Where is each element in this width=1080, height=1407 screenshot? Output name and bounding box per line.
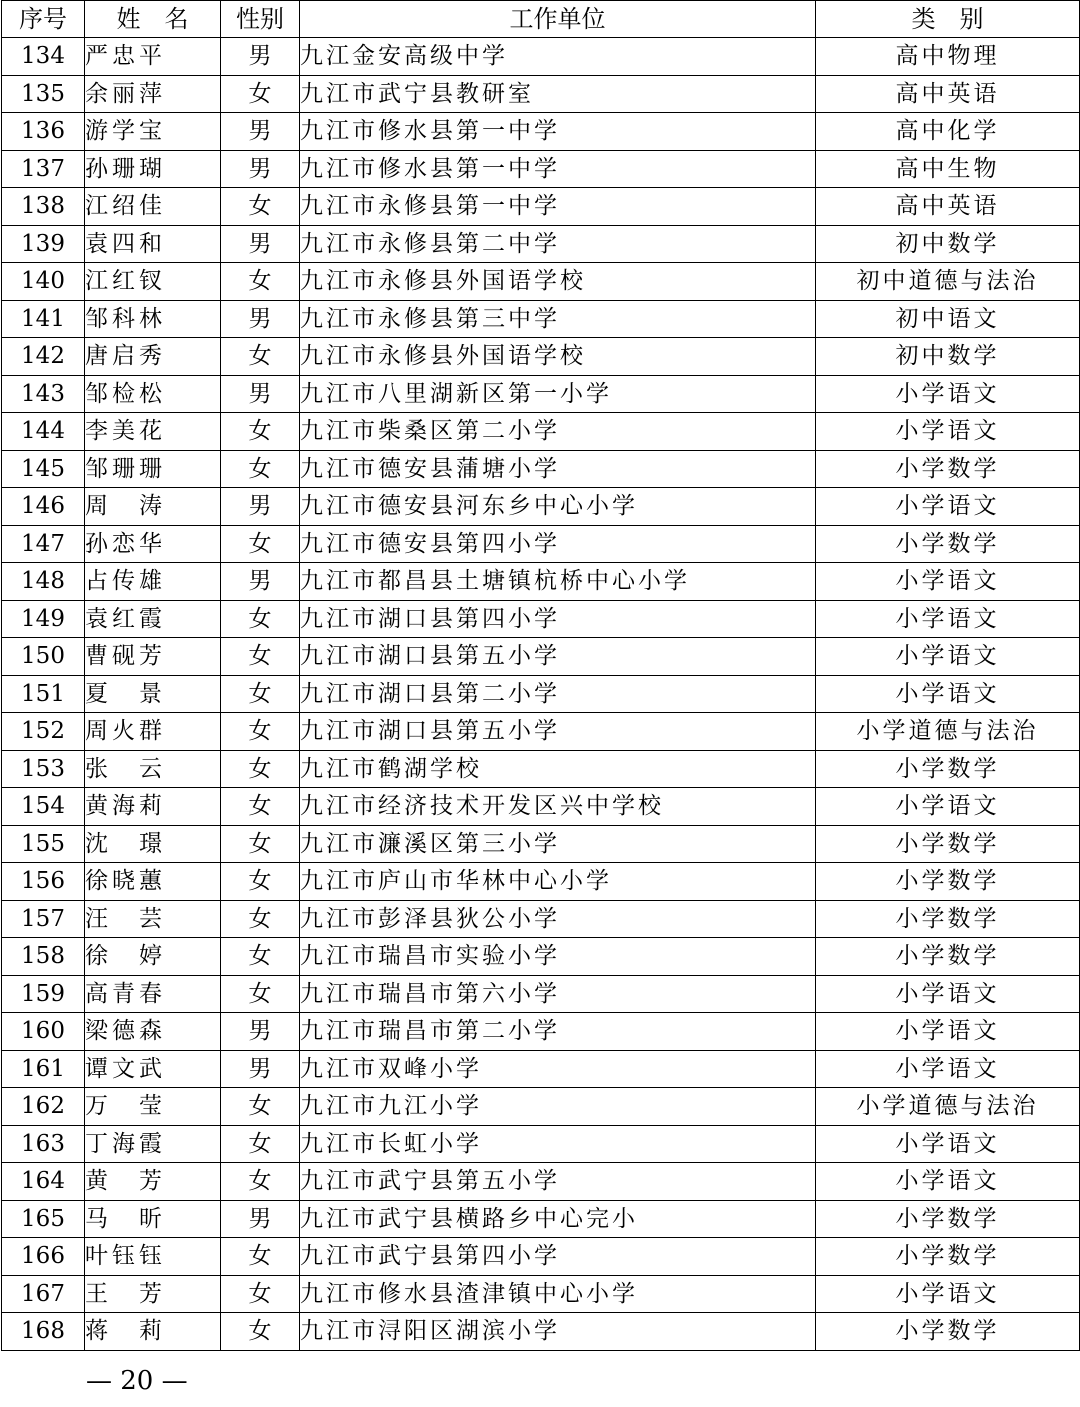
- cell-category: 高中生物: [816, 150, 1080, 188]
- table-row: [2, 525, 1080, 563]
- table-row: [2, 413, 1080, 451]
- cell-gender: 女: [221, 75, 300, 113]
- table-row: [2, 113, 1080, 151]
- cell-name: 谭文武: [85, 1050, 221, 1088]
- cell-gender: 女: [221, 900, 300, 938]
- cell-category: 高中英语: [816, 188, 1080, 226]
- cell-name: 丁海霞: [85, 1125, 221, 1163]
- cell-name: 万 莹: [85, 1088, 221, 1126]
- cell-name: 沈 璟: [85, 825, 221, 863]
- cell-gender: 女: [221, 675, 300, 713]
- cell-category: 小学语文: [816, 1125, 1080, 1163]
- cell-serial: 153: [2, 750, 85, 788]
- cell-serial: 164: [2, 1163, 85, 1201]
- table-row: [2, 338, 1080, 376]
- cell-serial: 141: [2, 300, 85, 338]
- cell-category: 小学数学: [816, 1200, 1080, 1238]
- cell-serial: 151: [2, 675, 85, 713]
- cell-work-unit: 九江市瑞昌市第六小学: [300, 975, 816, 1013]
- cell-name: 马 昕: [85, 1200, 221, 1238]
- cell-work-unit: 九江市武宁县横路乡中心完小: [300, 1200, 816, 1238]
- cell-serial: 150: [2, 638, 85, 676]
- cell-serial: 144: [2, 413, 85, 451]
- table-row: [2, 563, 1080, 601]
- cell-category: 小学语文: [816, 563, 1080, 601]
- table-row: [2, 1125, 1080, 1163]
- cell-category: 小学数学: [816, 825, 1080, 863]
- cell-work-unit: 九江市永修县外国语学校: [300, 338, 816, 376]
- cell-gender: 女: [221, 1088, 300, 1126]
- table-row: [2, 975, 1080, 1013]
- table-row: [2, 300, 1080, 338]
- table-row: [2, 150, 1080, 188]
- cell-work-unit: 九江市经济技术开发区兴中学校: [300, 788, 816, 826]
- cell-category: 小学语文: [816, 600, 1080, 638]
- cell-work-unit: 九江市鹤湖学校: [300, 750, 816, 788]
- cell-gender: 女: [221, 1125, 300, 1163]
- header-gender: 性别: [221, 1, 300, 38]
- cell-name: 徐 婷: [85, 938, 221, 976]
- cell-name: 袁四和: [85, 225, 221, 263]
- cell-gender: 男: [221, 38, 300, 76]
- cell-name: 黄 芳: [85, 1163, 221, 1201]
- cell-category: 小学语文: [816, 675, 1080, 713]
- cell-name: 黄海莉: [85, 788, 221, 826]
- cell-category: 小学语文: [816, 488, 1080, 526]
- cell-gender: 女: [221, 975, 300, 1013]
- cell-category: 小学数学: [816, 525, 1080, 563]
- cell-work-unit: 九江市永修县第三中学: [300, 300, 816, 338]
- table-row: [2, 713, 1080, 751]
- cell-category: 小学语文: [816, 1050, 1080, 1088]
- table-row: [2, 188, 1080, 226]
- cell-work-unit: 九江市永修县第二中学: [300, 225, 816, 263]
- cell-name: 夏 景: [85, 675, 221, 713]
- cell-serial: 146: [2, 488, 85, 526]
- cell-name: 汪 芸: [85, 900, 221, 938]
- cell-name: 高青春: [85, 975, 221, 1013]
- cell-work-unit: 九江市浔阳区湖滨小学: [300, 1313, 816, 1351]
- cell-work-unit: 九江市九江小学: [300, 1088, 816, 1126]
- page-number: — 20 —: [86, 1366, 188, 1396]
- cell-gender: 男: [221, 300, 300, 338]
- cell-work-unit: 九江市修水县渣津镇中心小学: [300, 1275, 816, 1313]
- cell-work-unit: 九江市彭泽县狄公小学: [300, 900, 816, 938]
- cell-serial: 167: [2, 1275, 85, 1313]
- cell-serial: 142: [2, 338, 85, 376]
- cell-category: 小学数学: [816, 1313, 1080, 1351]
- table-row: [2, 1163, 1080, 1201]
- cell-gender: 女: [221, 713, 300, 751]
- table-row: [2, 675, 1080, 713]
- cell-serial: 136: [2, 113, 85, 151]
- table-row: [2, 488, 1080, 526]
- table-row: [2, 750, 1080, 788]
- cell-serial: 134: [2, 38, 85, 76]
- table-row: [2, 1088, 1080, 1126]
- cell-gender: 男: [221, 1050, 300, 1088]
- table-row: [2, 1200, 1080, 1238]
- table-row: [2, 225, 1080, 263]
- cell-work-unit: 九江市德安县蒲塘小学: [300, 450, 816, 488]
- cell-work-unit: 九江市永修县外国语学校: [300, 263, 816, 301]
- cell-category: 高中化学: [816, 113, 1080, 151]
- cell-serial: 140: [2, 263, 85, 301]
- cell-serial: 143: [2, 375, 85, 413]
- cell-work-unit: 九江市武宁县第五小学: [300, 1163, 816, 1201]
- cell-name: 梁德森: [85, 1013, 221, 1051]
- table-row: [2, 1050, 1080, 1088]
- cell-work-unit: 九江市濂溪区第三小学: [300, 825, 816, 863]
- cell-serial: 158: [2, 938, 85, 976]
- cell-gender: 女: [221, 863, 300, 901]
- cell-serial: 162: [2, 1088, 85, 1126]
- cell-category: 小学数学: [816, 863, 1080, 901]
- cell-work-unit: 九江市瑞昌市实验小学: [300, 938, 816, 976]
- cell-category: 初中道德与法治: [816, 263, 1080, 301]
- header-work-unit: 工作单位: [300, 1, 816, 38]
- table-row: [2, 263, 1080, 301]
- cell-name: 张 云: [85, 750, 221, 788]
- header-name: 姓 名: [85, 1, 221, 38]
- cell-serial: 149: [2, 600, 85, 638]
- cell-name: 曹砚芳: [85, 638, 221, 676]
- cell-work-unit: 九江市柴桑区第二小学: [300, 413, 816, 451]
- cell-category: 小学数学: [816, 938, 1080, 976]
- cell-serial: 145: [2, 450, 85, 488]
- cell-category: 小学数学: [816, 450, 1080, 488]
- cell-serial: 154: [2, 788, 85, 826]
- cell-gender: 女: [221, 638, 300, 676]
- cell-category: 小学语文: [816, 638, 1080, 676]
- header-serial: 序号: [2, 1, 85, 38]
- cell-gender: 男: [221, 488, 300, 526]
- cell-serial: 168: [2, 1313, 85, 1351]
- cell-name: 严忠平: [85, 38, 221, 76]
- cell-serial: 147: [2, 525, 85, 563]
- cell-category: 小学语文: [816, 413, 1080, 451]
- cell-work-unit: 九江市修水县第一中学: [300, 150, 816, 188]
- cell-name: 游学宝: [85, 113, 221, 151]
- cell-work-unit: 九江金安高级中学: [300, 38, 816, 76]
- cell-name: 周 涛: [85, 488, 221, 526]
- cell-gender: 男: [221, 225, 300, 263]
- table-row: [2, 1238, 1080, 1276]
- cell-gender: 男: [221, 1200, 300, 1238]
- cell-gender: 女: [221, 938, 300, 976]
- cell-name: 余丽萍: [85, 75, 221, 113]
- cell-serial: 166: [2, 1238, 85, 1276]
- cell-category: 小学道德与法治: [816, 1088, 1080, 1126]
- cell-gender: 女: [221, 600, 300, 638]
- cell-serial: 159: [2, 975, 85, 1013]
- cell-work-unit: 九江市修水县第一中学: [300, 113, 816, 151]
- cell-gender: 女: [221, 750, 300, 788]
- cell-serial: 157: [2, 900, 85, 938]
- cell-name: 徐晓蕙: [85, 863, 221, 901]
- cell-category: 小学语文: [816, 1013, 1080, 1051]
- cell-gender: 男: [221, 563, 300, 601]
- table-row: [2, 825, 1080, 863]
- table-row: [2, 938, 1080, 976]
- cell-serial: 163: [2, 1125, 85, 1163]
- cell-name: 袁红霞: [85, 600, 221, 638]
- cell-name: 王 芳: [85, 1275, 221, 1313]
- cell-serial: 155: [2, 825, 85, 863]
- cell-category: 小学语文: [816, 788, 1080, 826]
- cell-gender: 男: [221, 113, 300, 151]
- cell-work-unit: 九江市双峰小学: [300, 1050, 816, 1088]
- cell-gender: 女: [221, 188, 300, 226]
- cell-gender: 女: [221, 825, 300, 863]
- cell-gender: 女: [221, 1275, 300, 1313]
- cell-work-unit: 九江市湖口县第五小学: [300, 713, 816, 751]
- cell-work-unit: 九江市武宁县教研室: [300, 75, 816, 113]
- cell-serial: 135: [2, 75, 85, 113]
- cell-serial: 152: [2, 713, 85, 751]
- cell-serial: 156: [2, 863, 85, 901]
- cell-work-unit: 九江市都昌县土塘镇杭桥中心小学: [300, 563, 816, 601]
- cell-category: 高中英语: [816, 75, 1080, 113]
- cell-category: 小学道德与法治: [816, 713, 1080, 751]
- cell-name: 邹珊珊: [85, 450, 221, 488]
- cell-work-unit: 九江市湖口县第四小学: [300, 600, 816, 638]
- cell-name: 蒋 莉: [85, 1313, 221, 1351]
- cell-serial: 165: [2, 1200, 85, 1238]
- roster-table: [1, 0, 1080, 1351]
- cell-category: 小学数学: [816, 1238, 1080, 1276]
- table-row: [2, 1275, 1080, 1313]
- cell-category: 小学数学: [816, 750, 1080, 788]
- cell-gender: 女: [221, 263, 300, 301]
- cell-category: 小学数学: [816, 900, 1080, 938]
- cell-gender: 女: [221, 1238, 300, 1276]
- cell-gender: 女: [221, 413, 300, 451]
- cell-serial: 161: [2, 1050, 85, 1088]
- cell-work-unit: 九江市八里湖新区第一小学: [300, 375, 816, 413]
- cell-category: 初中语文: [816, 300, 1080, 338]
- cell-gender: 女: [221, 338, 300, 376]
- table-row: [2, 638, 1080, 676]
- cell-name: 江红钗: [85, 263, 221, 301]
- header-row: [2, 1, 1080, 38]
- cell-name: 占传雄: [85, 563, 221, 601]
- table-row: [2, 375, 1080, 413]
- cell-name: 唐启秀: [85, 338, 221, 376]
- roster-body: [2, 38, 1080, 1351]
- cell-work-unit: 九江市瑞昌市第二小学: [300, 1013, 816, 1051]
- cell-category: 小学语文: [816, 375, 1080, 413]
- cell-gender: 女: [221, 450, 300, 488]
- cell-work-unit: 九江市德安县第四小学: [300, 525, 816, 563]
- cell-gender: 女: [221, 1163, 300, 1201]
- cell-gender: 女: [221, 1313, 300, 1351]
- table-row: [2, 1013, 1080, 1051]
- table-row: [2, 450, 1080, 488]
- cell-work-unit: 九江市德安县河东乡中心小学: [300, 488, 816, 526]
- cell-category: 初中数学: [816, 338, 1080, 376]
- cell-serial: 138: [2, 188, 85, 226]
- cell-name: 孙珊瑚: [85, 150, 221, 188]
- table-row: [2, 75, 1080, 113]
- cell-gender: 男: [221, 150, 300, 188]
- header-category: 类 别: [816, 1, 1080, 38]
- table-row: [2, 788, 1080, 826]
- cell-name: 孙恋华: [85, 525, 221, 563]
- cell-work-unit: 九江市武宁县第四小学: [300, 1238, 816, 1276]
- table-row: [2, 1313, 1080, 1351]
- cell-gender: 女: [221, 788, 300, 826]
- cell-serial: 139: [2, 225, 85, 263]
- cell-category: 小学语文: [816, 1163, 1080, 1201]
- cell-category: 小学语文: [816, 975, 1080, 1013]
- cell-serial: 137: [2, 150, 85, 188]
- cell-name: 江绍佳: [85, 188, 221, 226]
- cell-gender: 女: [221, 525, 300, 563]
- cell-category: 小学语文: [816, 1275, 1080, 1313]
- cell-serial: 148: [2, 563, 85, 601]
- cell-category: 初中数学: [816, 225, 1080, 263]
- cell-name: 周火群: [85, 713, 221, 751]
- cell-work-unit: 九江市庐山市华林中心小学: [300, 863, 816, 901]
- cell-category: 高中物理: [816, 38, 1080, 76]
- cell-name: 邹检松: [85, 375, 221, 413]
- table-row: [2, 863, 1080, 901]
- cell-name: 叶钰钰: [85, 1238, 221, 1276]
- table-row: [2, 600, 1080, 638]
- cell-serial: 160: [2, 1013, 85, 1051]
- table-row: [2, 38, 1080, 76]
- cell-gender: 男: [221, 375, 300, 413]
- table-row: [2, 900, 1080, 938]
- cell-name: 李美花: [85, 413, 221, 451]
- cell-name: 邹科林: [85, 300, 221, 338]
- cell-work-unit: 九江市湖口县第二小学: [300, 675, 816, 713]
- cell-gender: 男: [221, 1013, 300, 1051]
- cell-work-unit: 九江市永修县第一中学: [300, 188, 816, 226]
- cell-work-unit: 九江市湖口县第五小学: [300, 638, 816, 676]
- cell-work-unit: 九江市长虹小学: [300, 1125, 816, 1163]
